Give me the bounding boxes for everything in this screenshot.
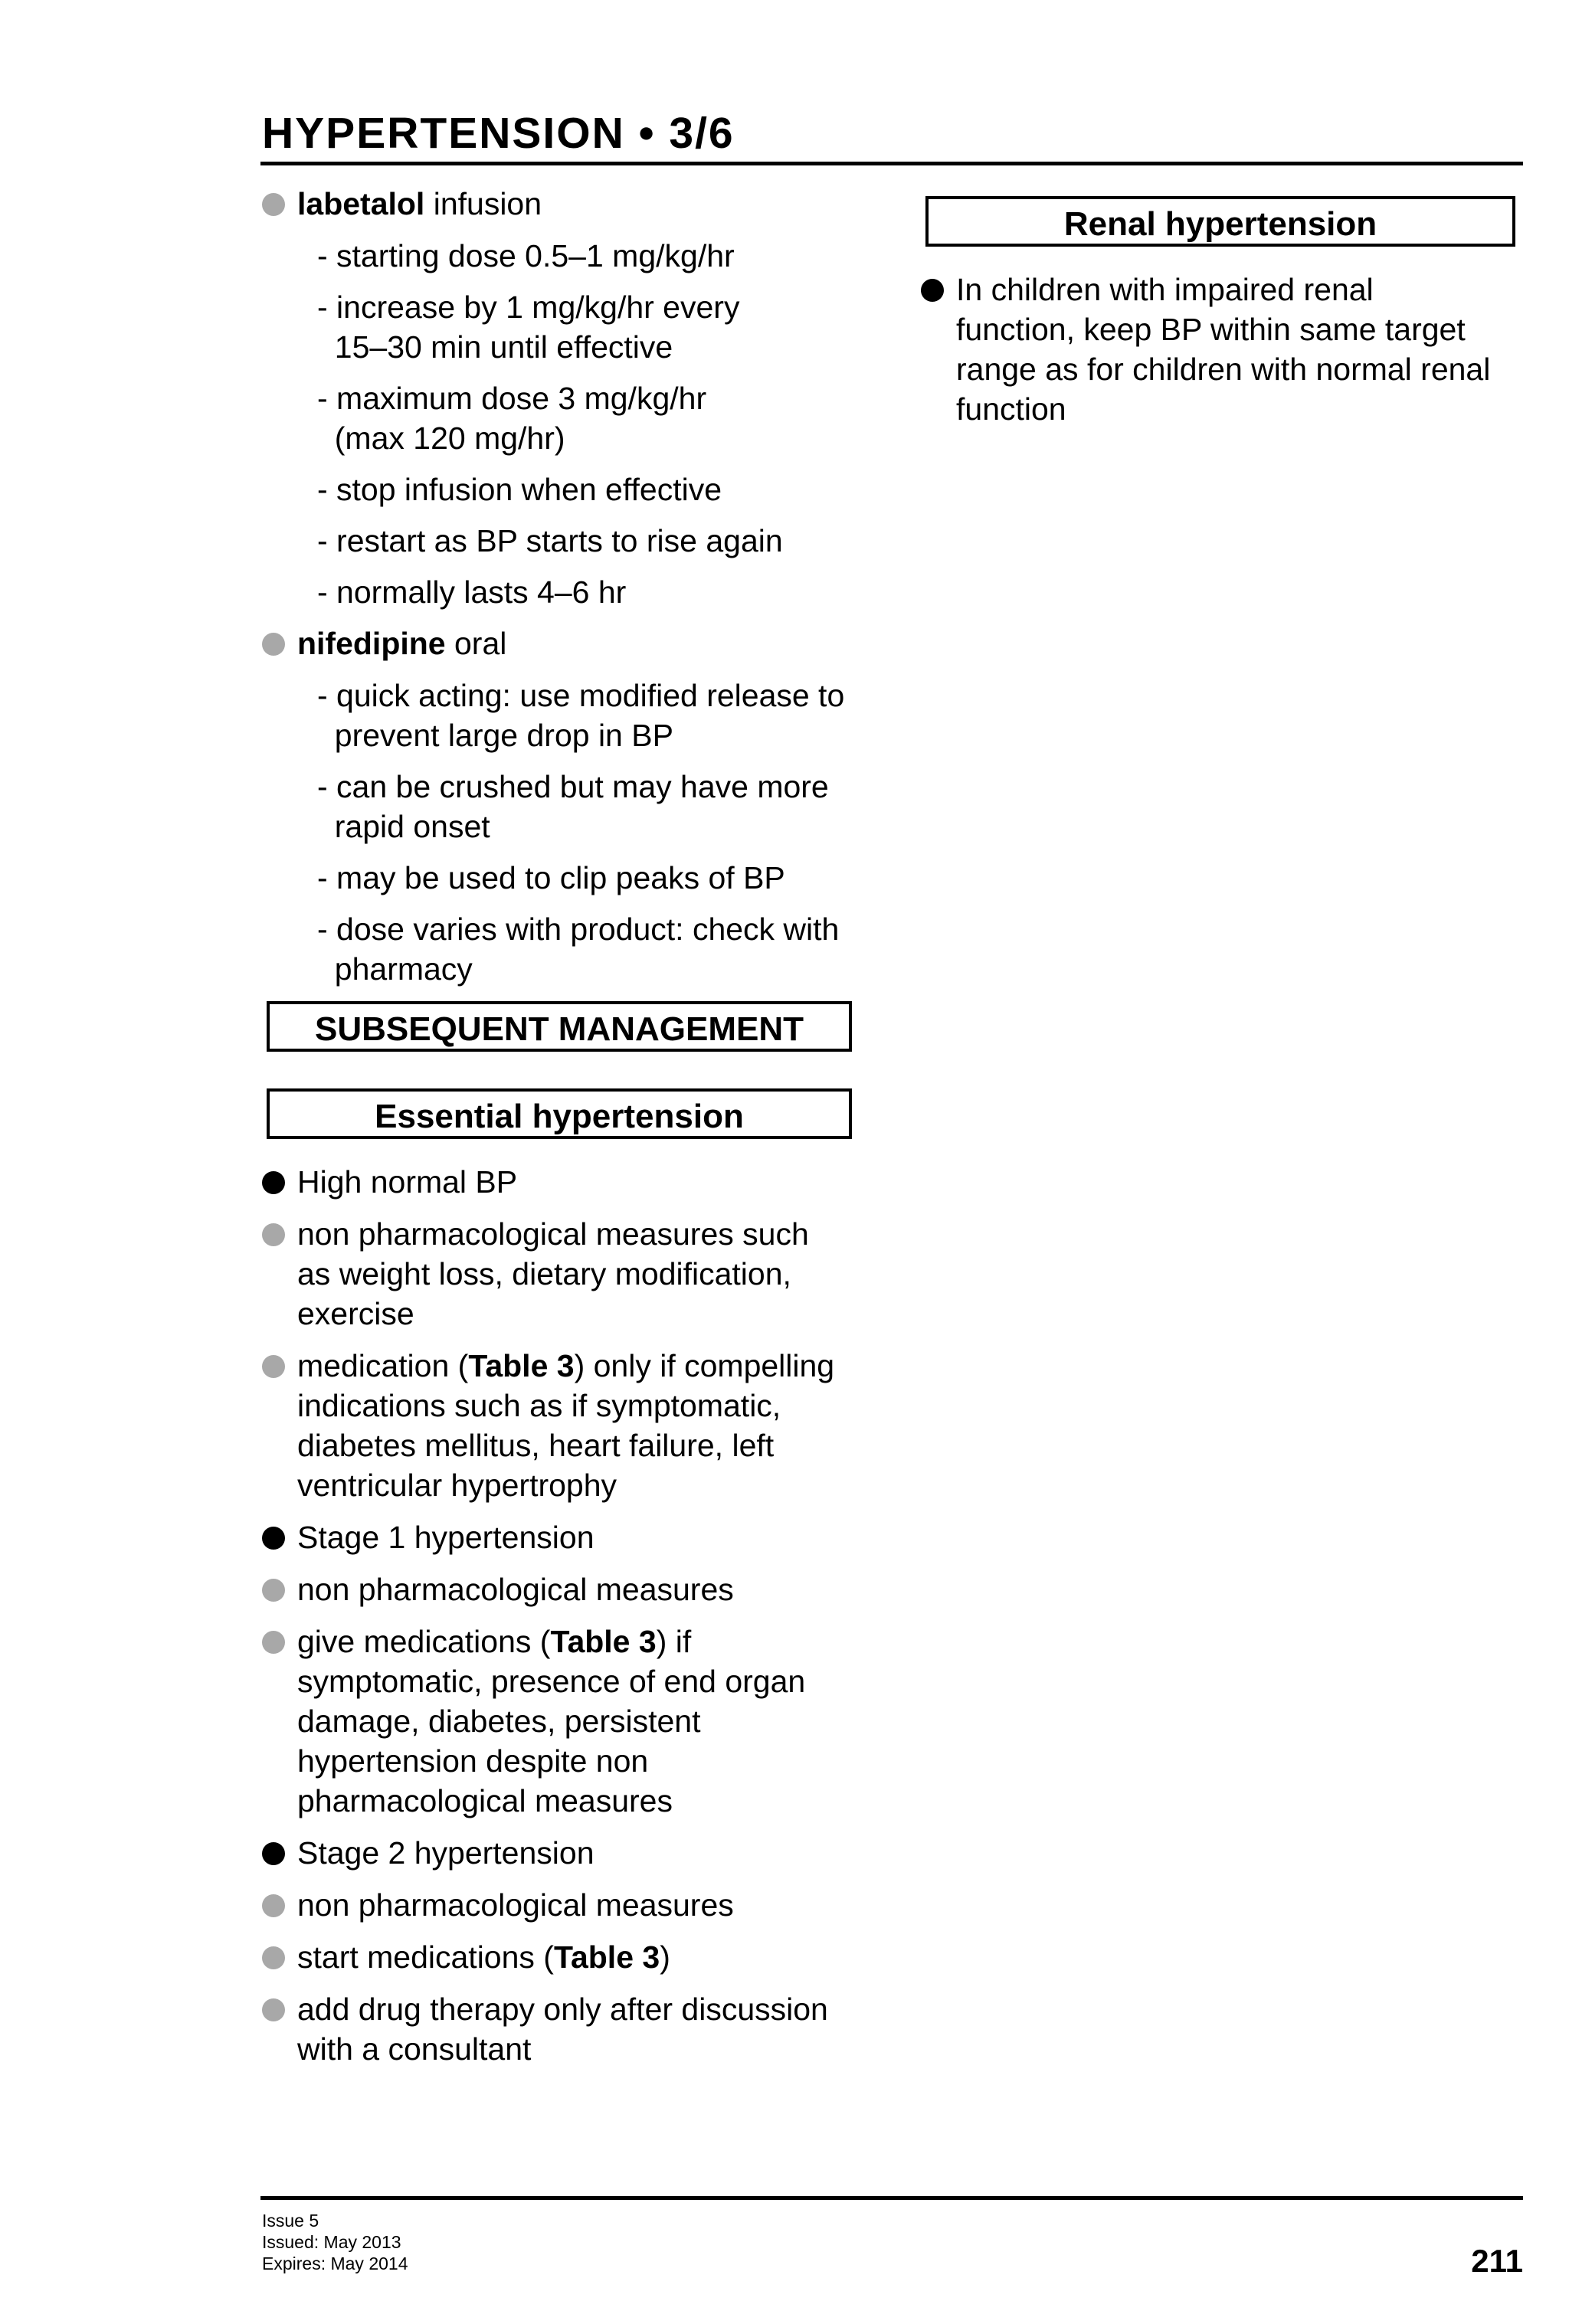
issued-date: Issued: May 2013 — [262, 2232, 401, 2252]
bullet-line: non pharmacological measures such — [297, 1216, 809, 1252]
sub-item — [260, 378, 873, 458]
sub-item — [260, 572, 873, 612]
bullet-text: Stage 2 hypertension — [297, 1835, 595, 1871]
bullet-stage2 — [260, 1833, 873, 1873]
bullet-line: range as for children with normal renal — [956, 352, 1491, 387]
bullet-line: symptomatic, presence of end organ — [297, 1664, 806, 1699]
sub-line: - can be crushed but may have more — [317, 769, 829, 804]
sub-line: - maximum dose 3 mg/kg/hr — [317, 381, 707, 416]
bullet-line: function — [956, 391, 1066, 427]
bullet-add-drug-therapy — [260, 1989, 873, 2069]
drug-name: nifedipine — [297, 626, 446, 661]
drug-name: labetalol — [297, 186, 425, 221]
page-number: 211 — [1471, 2243, 1523, 2279]
bullet-stage1 — [260, 1517, 873, 1557]
sub-item — [260, 909, 873, 989]
bullet-line: diabetes mellitus, heart failure, left — [297, 1428, 775, 1463]
grey-bullet-icon — [262, 633, 285, 656]
footer-rule — [260, 2196, 1523, 2200]
sub-line: 15–30 min until effective — [317, 329, 673, 365]
sub-line: - starting dose 0.5–1 mg/kg/hr — [317, 238, 735, 273]
sub-line: pharmacy — [317, 951, 473, 987]
bullet-labetalol — [260, 184, 873, 224]
sub-item — [260, 521, 873, 561]
bullet-line: as weight loss, dietary modification, — [297, 1256, 791, 1291]
text-run: medication ( — [297, 1348, 469, 1383]
bullet-line: add drug therapy only after discussion — [297, 1992, 828, 2027]
bullet-high-normal — [260, 1162, 873, 1202]
grey-bullet-icon — [262, 193, 285, 216]
drug-route: oral — [445, 626, 507, 661]
footer-meta — [262, 2210, 408, 2274]
bullet-text: non pharmacological measures — [297, 1887, 734, 1923]
bullet-line: damage, diabetes, persistent — [297, 1704, 701, 1739]
sub-line: rapid onset — [317, 809, 490, 844]
bullet-line: hypertension despite non — [297, 1743, 649, 1779]
bullet-line: ventricular hypertrophy — [297, 1468, 617, 1503]
sub-line: - dose varies with product: check with — [317, 912, 840, 947]
grey-bullet-icon — [262, 1946, 285, 1969]
bullet-start-medications — [260, 1937, 873, 1977]
black-bullet-icon — [921, 279, 944, 302]
right-column — [919, 184, 1532, 441]
sub-line: - may be used to clip peaks of BP — [317, 860, 785, 895]
sub-line: - increase by 1 mg/kg/hr every — [317, 290, 740, 325]
sub-line: - restart as BP starts to rise again — [317, 523, 783, 558]
bullet-line: pharmacological measures — [297, 1783, 673, 1818]
bullet-medication — [260, 1346, 873, 1505]
header-rule — [260, 162, 1523, 165]
bullet-non-pharm — [260, 1885, 873, 1925]
bullet-line: indications such as if symptomatic, — [297, 1388, 781, 1423]
bullet-renal — [919, 270, 1532, 429]
grey-bullet-icon — [262, 1894, 285, 1917]
subsequent-management-heading: SUBSEQUENT MANAGEMENT — [267, 1001, 852, 1052]
sub-item — [260, 470, 873, 509]
drug-route: infusion — [424, 186, 542, 221]
text-run: ) only if compelling — [574, 1348, 835, 1383]
bullet-text: High normal BP — [297, 1164, 518, 1200]
grey-bullet-icon — [262, 1998, 285, 2021]
sub-item — [260, 287, 873, 367]
table-reference: Table 3 — [553, 1939, 660, 1975]
bullet-nifedipine — [260, 624, 873, 663]
text-run: give medications ( — [297, 1624, 551, 1659]
bullet-text: non pharmacological measures — [297, 1572, 734, 1607]
renal-hypertension-heading: Renal hypertension — [925, 196, 1515, 247]
expiry-date: Expires: May 2014 — [262, 2254, 408, 2273]
essential-hypertension-heading: Essential hypertension — [267, 1088, 852, 1139]
page-title: HYPERTENSION • 3/6 — [262, 109, 735, 158]
left-column — [260, 184, 873, 2081]
sub-line: - stop infusion when effective — [317, 472, 722, 507]
sub-line: - normally lasts 4–6 hr — [317, 574, 627, 610]
bullet-line: with a consultant — [297, 2031, 532, 2067]
bullet-line: exercise — [297, 1296, 414, 1331]
sub-item — [260, 676, 873, 755]
bullet-line: In children with impaired renal — [956, 272, 1374, 307]
grey-bullet-icon — [262, 1223, 285, 1246]
black-bullet-icon — [262, 1171, 285, 1194]
bullet-non-pharm — [260, 1214, 873, 1334]
grey-bullet-icon — [262, 1631, 285, 1654]
sub-line: - quick acting: use modified release to — [317, 678, 845, 713]
sub-line: prevent large drop in BP — [317, 718, 673, 753]
black-bullet-icon — [262, 1527, 285, 1550]
bullet-text: Stage 1 hypertension — [297, 1520, 595, 1555]
bullet-line: function, keep BP within same target — [956, 312, 1466, 347]
text-run: ) — [660, 1939, 670, 1975]
bullet-non-pharm — [260, 1570, 873, 1609]
table-reference: Table 3 — [468, 1348, 575, 1383]
grey-bullet-icon — [262, 1355, 285, 1378]
text-run: ) if — [656, 1624, 692, 1659]
sub-line: (max 120 mg/hr) — [317, 421, 565, 456]
black-bullet-icon — [262, 1842, 285, 1865]
bullet-give-medications — [260, 1622, 873, 1821]
table-reference: Table 3 — [550, 1624, 657, 1659]
sub-item — [260, 767, 873, 846]
sub-item — [260, 236, 873, 276]
issue-number: Issue 5 — [262, 2211, 319, 2231]
sub-item — [260, 858, 873, 898]
grey-bullet-icon — [262, 1579, 285, 1602]
text-run: start medications ( — [297, 1939, 554, 1975]
